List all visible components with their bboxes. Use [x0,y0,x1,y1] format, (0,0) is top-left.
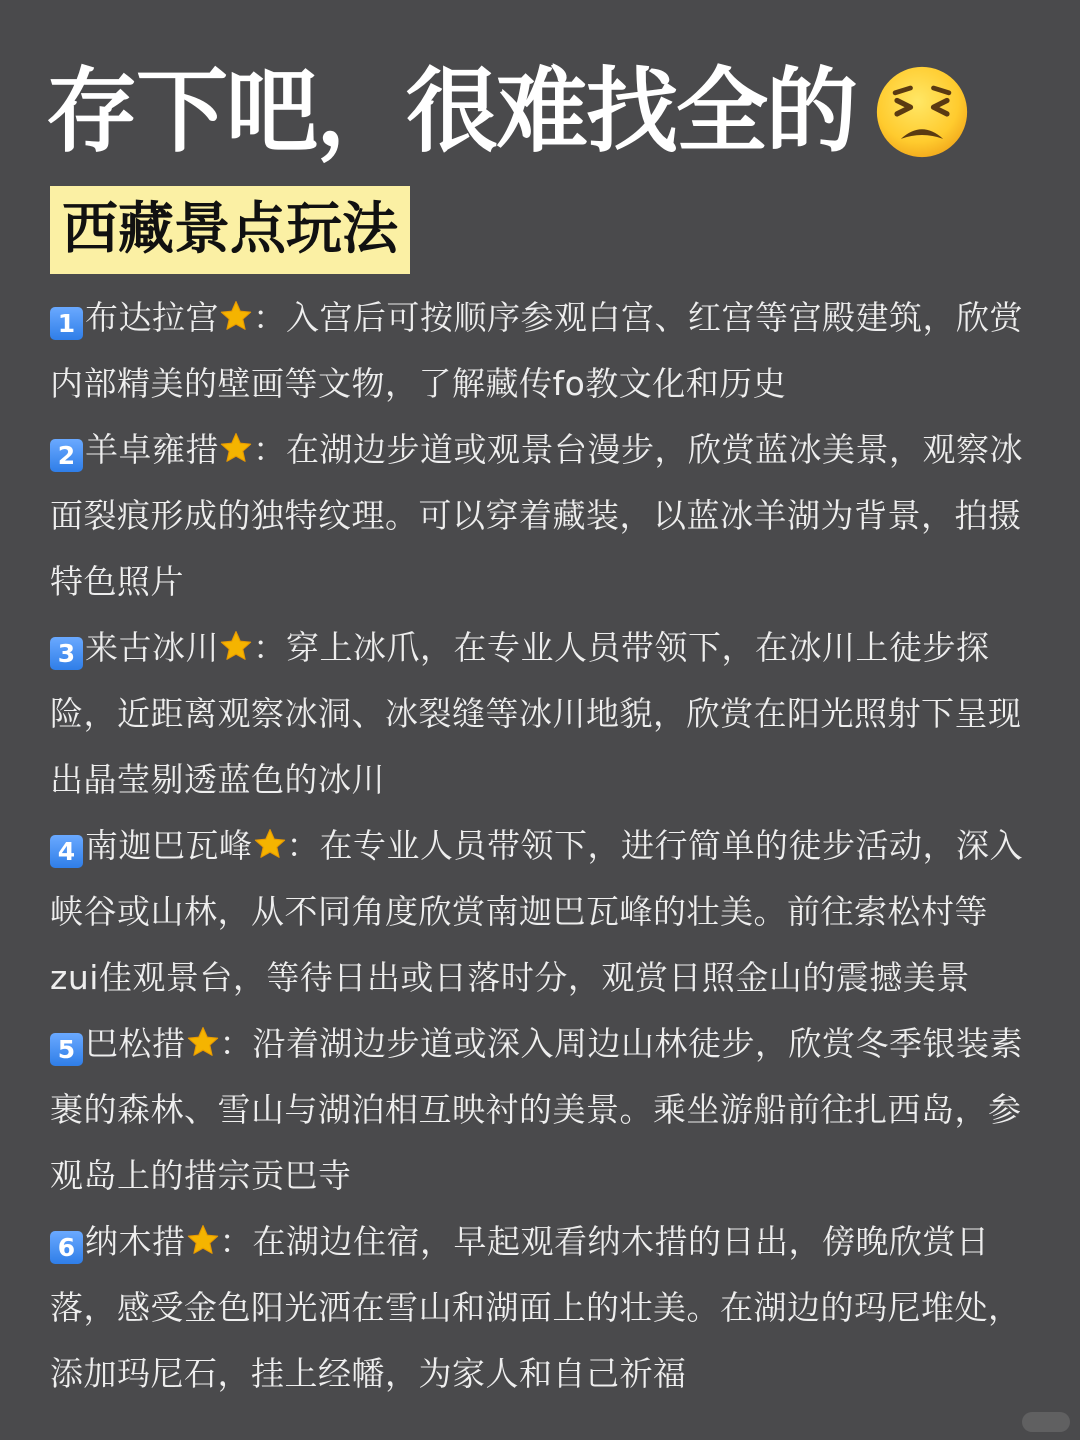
attraction-list [50,285,1035,1407]
list-item [50,1209,1035,1407]
attraction-description: 在专业人员带领下，进行简单的徒步活动，深入峡谷或山林，从不同角度欣赏南迦巴瓦峰的壮美。前往索松村等zui佳观景台，等待日出或日落时分，观赏日照金山的震撼美景 [50,826,1023,997]
number-badge-icon: 3 [50,637,83,670]
separator: ： [286,826,320,865]
attraction-name: 布达拉宫 [85,298,219,337]
attraction-name: 来古冰川 [85,628,219,667]
star-icon [219,431,253,465]
attraction-name: 巴松措 [85,1024,186,1063]
persevering-face-icon [874,64,970,160]
star-icon [186,1223,220,1257]
separator: ： [219,1024,253,1063]
number-badge-icon: 5 [50,1033,83,1066]
attraction-description: 在湖边步道或观景台漫步，欣赏蓝冰美景，观察冰面裂痕形成的独特纹理。可以穿着藏装，以蓝冰羊湖为背景，拍摄特色照片 [50,430,1023,601]
list-item [50,813,1035,1011]
list-item [50,615,1035,813]
star-icon [253,827,287,861]
attraction-description: 在湖边住宿，早起观看纳木措的日出，傍晚欣赏日落，感受金色阳光洒在雪山和湖面上的壮美。在湖边的玛尼堆处，添加玛尼石，挂上经幡，为家人和自己祈福 [50,1222,1022,1393]
separator: ： [253,430,286,469]
list-item [50,285,1035,417]
attraction-name: 南迦巴瓦峰 [85,826,253,865]
watermark-logo [1022,1412,1070,1432]
page-title [46,52,970,172]
attraction-description: 穿上冰爪，在专业人员带领下，在冰川上徒步探险，近距离观察冰洞、冰裂缝等冰川地貌，欣赏在阳光照射下呈现出晶莹剔透蓝色的冰川 [50,628,1022,799]
star-icon [186,1025,220,1059]
attraction-name: 羊卓雍措 [85,430,219,469]
separator: ： [219,1222,253,1261]
attraction-description: 沿着湖边步道或深入周边山林徒步，欣赏冬季银装素裹的森林、雪山与湖泊相互映衬的美景。乘坐游船前往扎西岛，参观岛上的措宗贡巴寺 [50,1024,1023,1195]
attraction-name: 纳木措 [85,1222,186,1261]
section-label-text: 西藏景点玩法 [62,197,398,262]
star-icon [219,299,253,333]
number-badge-icon: 2 [50,439,83,472]
separator: ： [253,628,286,667]
number-badge-icon: 6 [50,1231,83,1264]
list-item [50,417,1035,615]
list-item [50,1011,1035,1209]
separator: ： [253,298,286,337]
number-badge-icon: 1 [50,307,83,340]
title-text: 存下吧，很难找全的 [46,58,857,165]
star-icon [219,629,253,663]
section-label [50,186,410,274]
attraction-description: 入宫后可按顺序参观白宫、红宫等宫殿建筑，欣赏内部精美的壁画等文物，了解藏传fo教文化和历史 [50,298,1023,403]
number-badge-icon: 4 [50,835,83,868]
